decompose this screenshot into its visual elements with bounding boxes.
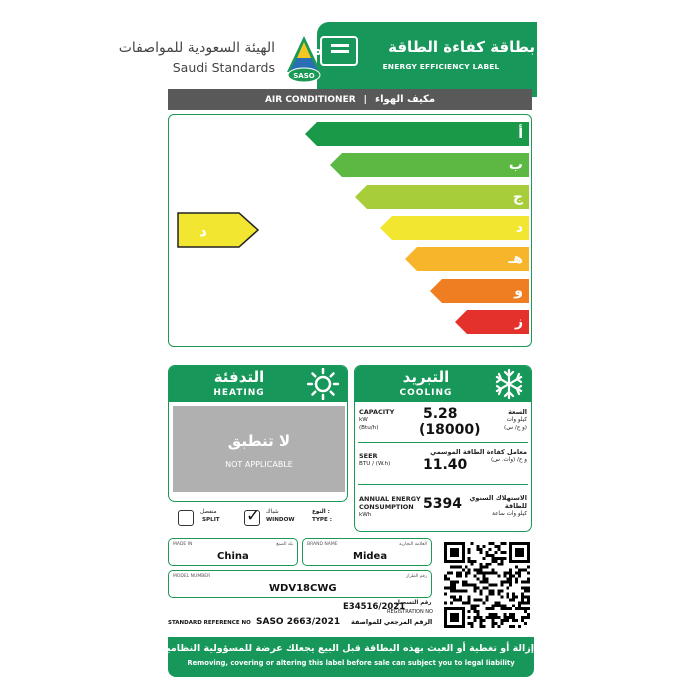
label-title-en: ENERGY EFFICIENCY LABEL	[382, 62, 500, 71]
registration-label-en: REGISTRATION NO	[387, 609, 433, 615]
brand-box	[302, 538, 432, 566]
row-divider	[358, 484, 528, 485]
check-mark-icon: ✓	[246, 506, 261, 526]
model-value: WDV18CWG	[269, 583, 337, 594]
model-label-ar: رقم الطراز	[406, 574, 427, 579]
footer-warning-en: Removing, covering or altering this label before sale can subject you to legal liability	[187, 659, 515, 667]
label-header	[317, 22, 537, 97]
not-applicable-ar: لا تنطبق	[227, 432, 291, 450]
saso-logo	[283, 34, 325, 84]
svg-text:SASO: SASO	[293, 72, 315, 80]
seer-label-ar: معامل كفاءة الطاقة الموسمي	[430, 448, 527, 456]
scale-class-letter: ب	[508, 157, 523, 174]
cooling-title-ar: التبريد	[402, 368, 450, 386]
product-name-ar: مكيف الهواء	[374, 94, 436, 105]
scale-class-letter: هـ	[508, 251, 523, 268]
brand-label-en: BRAND NAME	[307, 542, 338, 547]
seer-unit-en: BTU / (W.h)	[359, 461, 391, 467]
made-in-value: China	[217, 551, 249, 562]
capacity-unit-btu: (Btu/h)	[359, 425, 379, 431]
org-name-ar: الهيئة السعودية للمواصفات	[118, 40, 275, 56]
capacity-unit-ar2: (و ح/ س)	[504, 425, 527, 431]
product-name-en: AIR CONDITIONER	[264, 94, 356, 105]
heating-title-ar: التدفئة	[213, 368, 265, 386]
sun-icon	[307, 368, 339, 400]
type-selector	[168, 506, 348, 532]
scale-class-letter: و	[514, 282, 523, 299]
org-name-en: Saudi Standards	[172, 60, 275, 75]
seer-label-en: SEER	[359, 452, 378, 460]
row-divider	[358, 442, 528, 443]
scale-class-arrow	[305, 122, 529, 146]
scale-class-arrow	[380, 216, 529, 240]
scale-class-letter: أ	[518, 126, 523, 142]
split-label-ar: منفصل	[200, 509, 217, 515]
scale-class-arrow	[430, 279, 529, 303]
scale-class-letter: ج	[512, 188, 523, 205]
scale-class-arrow	[355, 185, 529, 209]
made-in-box	[168, 538, 298, 566]
scale-class-arrow	[455, 310, 529, 334]
annual-label-ar1: الاستهلاك السنوي	[469, 494, 527, 502]
qr-code[interactable]	[444, 542, 530, 628]
window-label-en: WINDOW	[266, 517, 295, 523]
footer-warning	[161, 637, 534, 677]
scale-class-arrow	[330, 153, 529, 177]
capacity-kw-value: 5.28	[423, 406, 458, 422]
annual-label-en2: CONSUMPTION	[359, 503, 414, 511]
rating-pointer	[177, 212, 259, 248]
type-label-ar: النوع :	[312, 509, 330, 515]
model-label-en: MODEL NUMBER	[173, 574, 211, 579]
annual-unit-ar: كيلو وات ساعة	[492, 511, 527, 517]
cooling-title-en: COOLING	[399, 388, 453, 398]
capacity-unit-ar1: كيلو وات	[506, 417, 527, 423]
capacity-btu-value: (18000)	[419, 422, 481, 438]
scale-class-arrow	[405, 247, 529, 271]
type-label-en: TYPE :	[312, 517, 332, 523]
registration-value: E34516/2021	[343, 602, 406, 612]
heating-not-applicable	[173, 406, 345, 492]
capacity-label-ar: السعة	[508, 408, 527, 416]
window-checkbox[interactable]	[244, 506, 261, 526]
heating-panel	[168, 365, 348, 502]
registration-label-ar: رقم التسجيل	[395, 600, 432, 606]
annual-label-ar2: للطاقة	[504, 502, 527, 510]
efficiency-scale	[168, 114, 532, 347]
brand-value: Midea	[353, 551, 388, 562]
seer-unit-ar: و ح/ (وات. س)	[490, 457, 527, 463]
cooling-panel	[354, 365, 532, 532]
capacity-unit-kw: kW	[359, 417, 368, 423]
snowflake-icon	[493, 368, 525, 400]
heating-header	[169, 366, 347, 402]
annual-unit-en: kWh	[359, 512, 372, 518]
brand-label-ar: العلامة التجارية	[399, 542, 427, 547]
standard-value: SASO 2663/2021	[256, 617, 341, 627]
made-in-label-en: MADE IN	[173, 542, 193, 547]
model-box	[168, 570, 432, 598]
energy-label	[118, 22, 537, 677]
heating-title-en: HEATING	[213, 388, 265, 398]
seer-value: 11.40	[423, 457, 468, 473]
window-label-ar: شباك	[266, 509, 279, 515]
split-label-en: SPLIT	[202, 517, 220, 523]
split-checkbox[interactable]	[178, 510, 194, 526]
capacity-label-en: CAPACITY	[359, 408, 395, 416]
annual-value: 5394	[423, 496, 462, 512]
standard-label-ar: الرقم المرجعي للمواصفة	[351, 618, 433, 626]
cooling-header	[355, 366, 531, 402]
annual-label-en1: ANNUAL ENERGY	[359, 495, 421, 503]
product-bar	[168, 89, 532, 110]
not-applicable-en: NOT APPLICABLE	[225, 460, 293, 469]
footer-warning-ar: إزالة أو تغطية أو العبث بهذه البطاقة قبل البيع يجعلك عرضة للمسؤولية النظامية	[161, 643, 534, 654]
scale-class-letter: ز	[514, 313, 523, 330]
label-title-ar: بطاقة كفاءة الطاقة	[388, 38, 535, 56]
made-in-label-ar: بلد الصنع	[276, 542, 293, 547]
standard-label-en: STANDARD REFERENCE NO	[168, 620, 251, 626]
svg-text:د: د	[199, 222, 207, 240]
product-separator: |	[363, 94, 367, 105]
scale-class-letter: د	[515, 219, 523, 236]
